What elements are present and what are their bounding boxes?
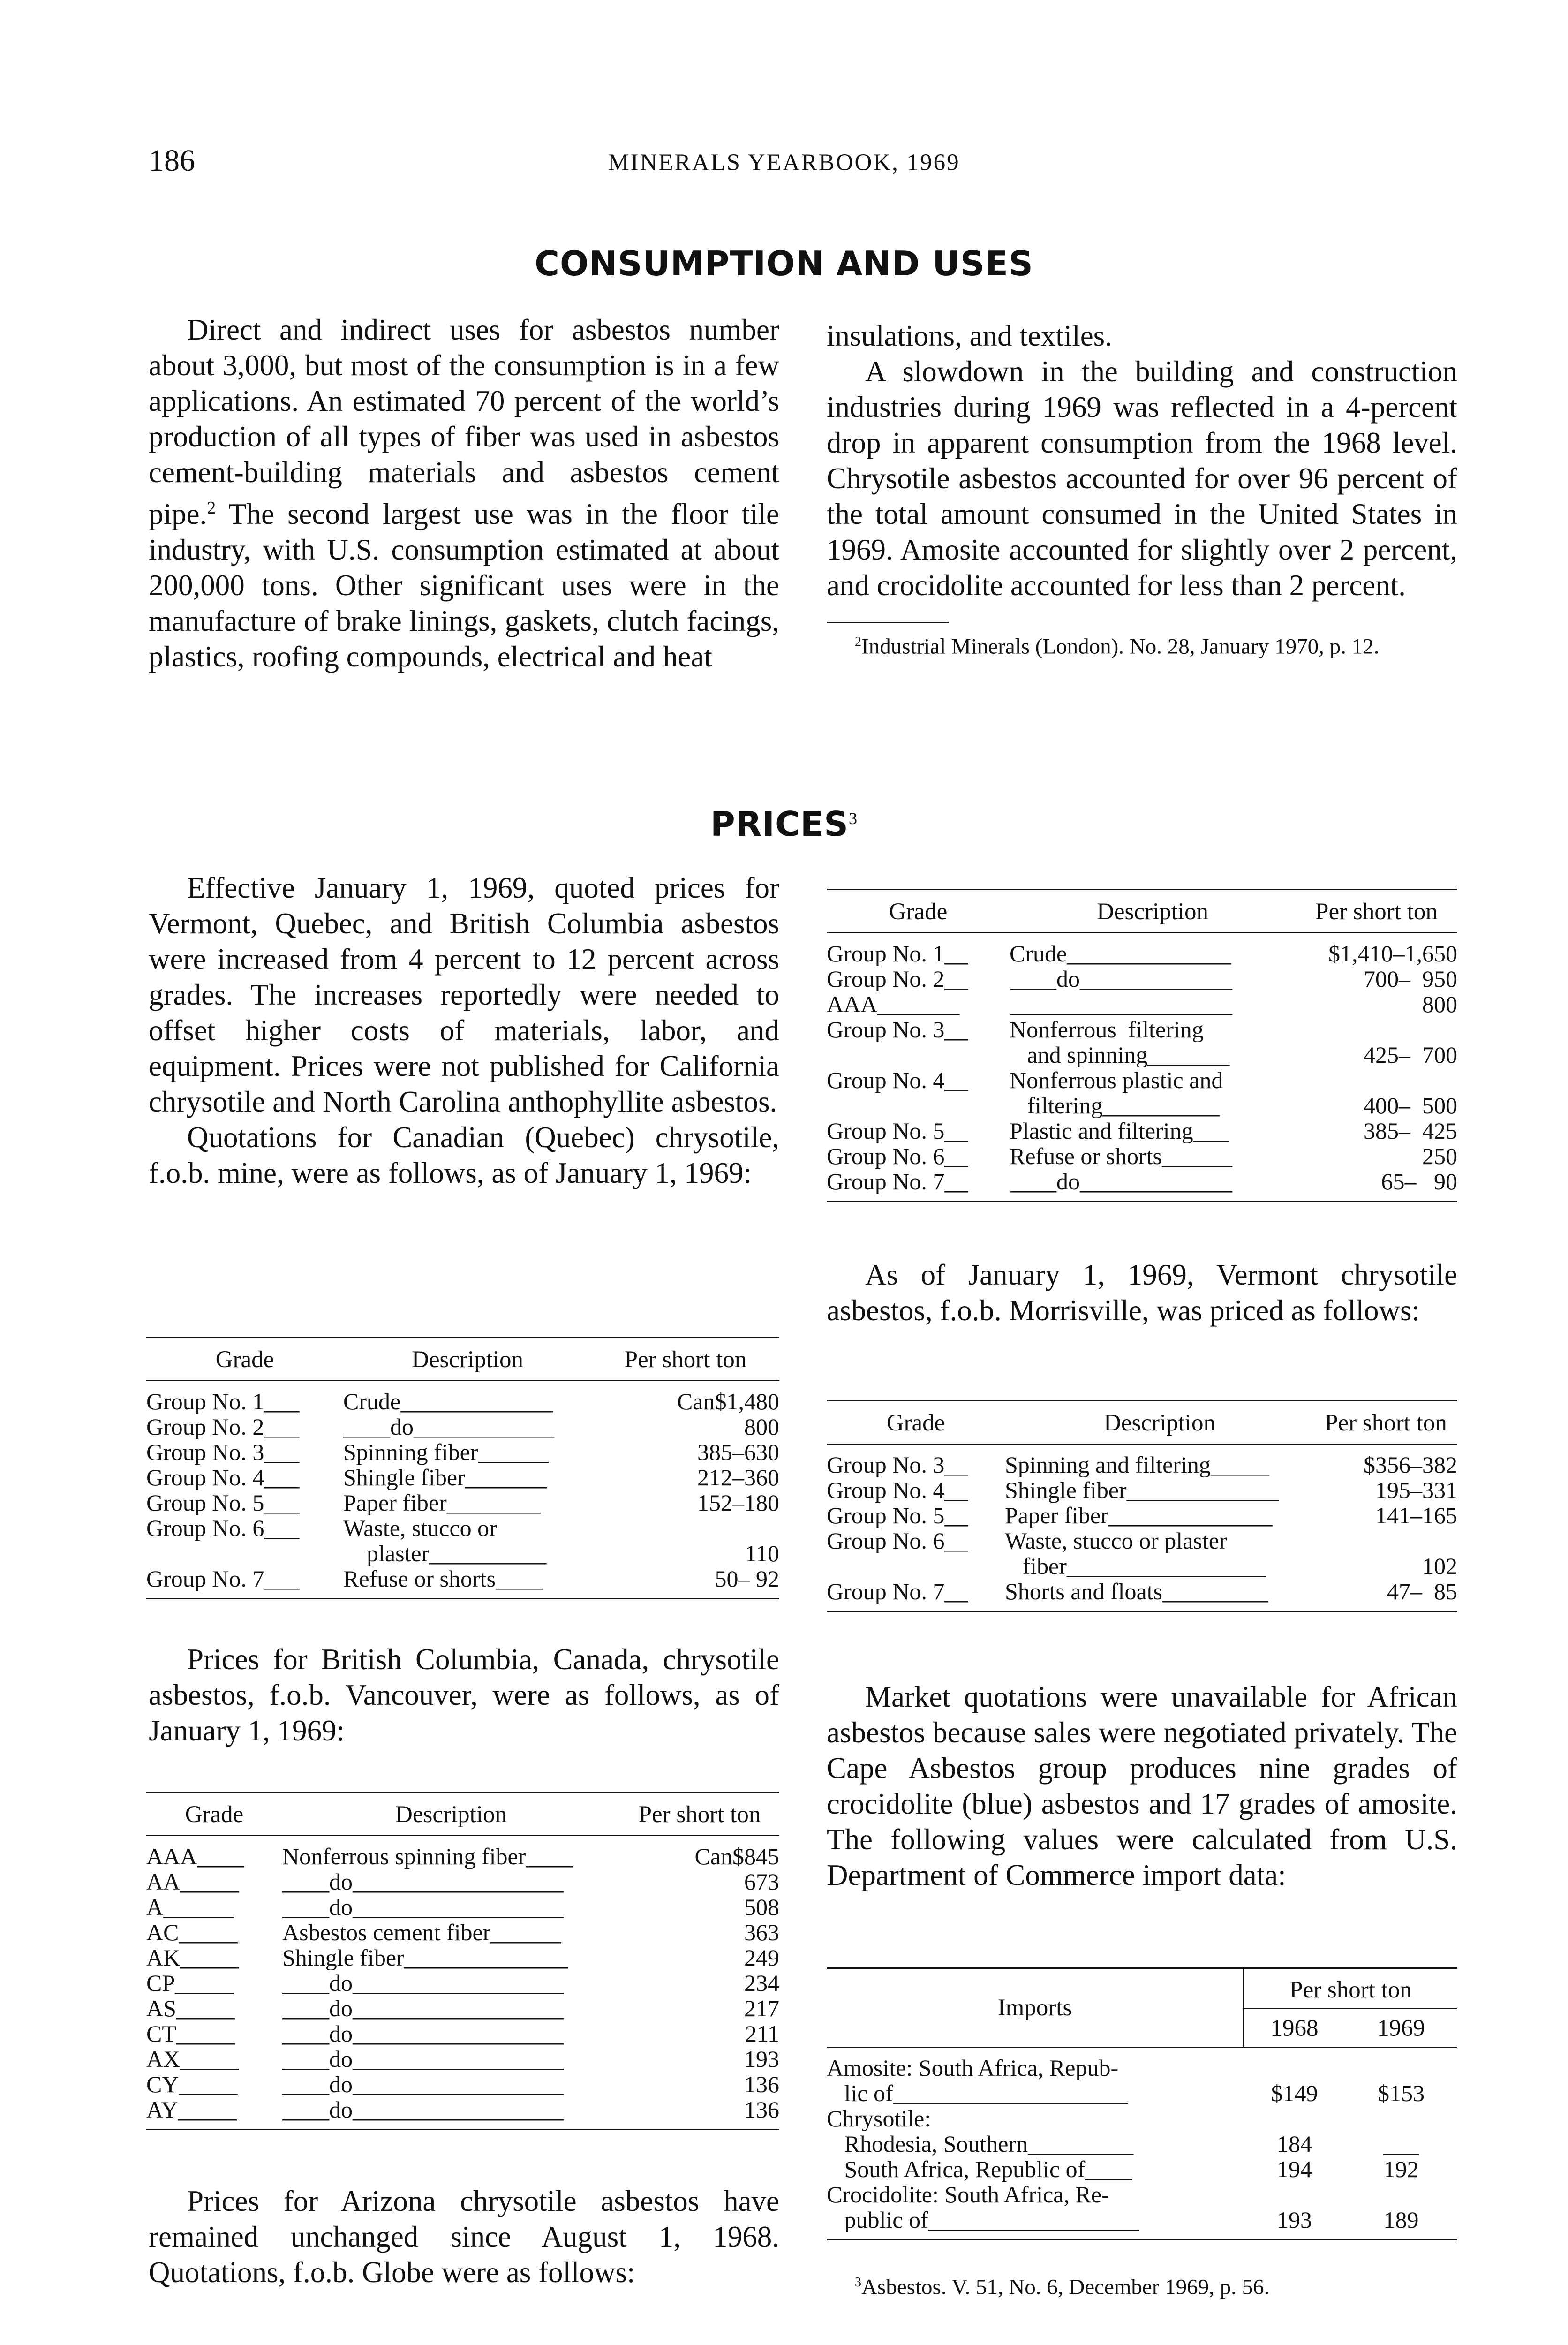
- grade-cell: Group No. 3___: [146, 1439, 300, 1465]
- table-row: [827, 1067, 1457, 1093]
- value-1969-cell: $153: [1378, 2080, 1425, 2106]
- import-label-cell: South Africa, Republic of____: [827, 2156, 1132, 2182]
- price-cell: 425– 700: [1364, 1042, 1457, 1067]
- price-cell: 65– 90: [1381, 1169, 1457, 1194]
- footnote-ref: 3: [848, 809, 858, 828]
- description-cell: ____do__________________: [282, 2097, 564, 2122]
- price-cell: Can$1,480: [677, 1389, 779, 1414]
- description-cell: Crude______________: [1010, 941, 1231, 966]
- grade-cell: AAA_______: [827, 991, 960, 1017]
- description-cell: Plastic and filtering___: [1010, 1118, 1229, 1143]
- table-row: [146, 1515, 779, 1541]
- page-number: 186: [149, 144, 195, 178]
- col-header-imports: Imports: [827, 1969, 1244, 2047]
- price-cell: 249: [744, 1945, 779, 1970]
- table-row: [827, 2055, 1457, 2080]
- table-row: [146, 1465, 779, 1490]
- price-cell: 193: [744, 2046, 779, 2072]
- table-row: [146, 1389, 779, 1414]
- grade-cell: Group No. 3__: [827, 1452, 968, 1477]
- col-header-price: Per short ton: [624, 1346, 747, 1373]
- import-label-cell: public of__________________: [827, 2207, 1139, 2232]
- grade-cell: AAA____: [146, 1844, 244, 1869]
- description-cell: Waste, stucco or: [343, 1515, 497, 1541]
- section-heading-consumption: CONSUMPTION AND USES: [535, 244, 1033, 283]
- col-header-1968: 1968: [1270, 2015, 1319, 2042]
- table-row: [827, 1477, 1457, 1503]
- col-header-description: Description: [412, 1346, 523, 1373]
- value-1969-cell: 192: [1383, 2156, 1419, 2182]
- prices-para-5-block: [827, 1257, 1457, 1328]
- grade-cell: AY_____: [146, 2097, 237, 2122]
- table-row: [827, 1118, 1457, 1143]
- import-label-cell: Rhodesia, Southern_________: [827, 2131, 1134, 2156]
- footnote-ref: 2: [207, 498, 216, 518]
- table-row: [827, 991, 1457, 1017]
- price-cell: 250: [1422, 1143, 1457, 1169]
- description-cell: Nonferrous spinning fiber____: [282, 1844, 573, 1869]
- table-row: [827, 1169, 1457, 1194]
- table-row: [146, 2046, 779, 2072]
- grade-cell: AX_____: [146, 2046, 239, 2072]
- description-cell: ____do__________________: [282, 2072, 564, 2097]
- description-cell: Refuse or shorts______: [1010, 1143, 1232, 1169]
- price-cell: 700– 950: [1364, 966, 1457, 991]
- description-cell: ____do__________________: [282, 2046, 564, 2072]
- table-row: [827, 1452, 1457, 1477]
- description-cell: Refuse or shorts____: [343, 1566, 543, 1591]
- col-header-grade: Grade: [215, 1346, 274, 1373]
- table-row: [146, 2072, 779, 2097]
- prices-para-4-block: [149, 2183, 779, 2290]
- prices-para-5: As of January 1, 1969, Vermont chrysotile asbestos, f.o.b. Morrisville, was priced as follows:: [827, 1258, 1457, 1327]
- table-row: [146, 1869, 779, 1894]
- price-cell: 195–331: [1375, 1477, 1457, 1503]
- table-row: [146, 1566, 779, 1591]
- description-cell: ____do__________________: [282, 1869, 564, 1894]
- price-cell: 141–165: [1375, 1503, 1457, 1528]
- table-row: [146, 1844, 779, 1869]
- footnote-2: [827, 629, 1457, 659]
- table-row: [146, 1920, 779, 1945]
- table-row: [146, 2097, 779, 2122]
- table-row: [827, 1017, 1457, 1042]
- price-cell: 50– 92: [715, 1566, 779, 1591]
- price-cell: 800: [744, 1414, 779, 1439]
- grade-cell: Group No. 5__: [827, 1118, 968, 1143]
- table-row: [827, 1528, 1457, 1553]
- description-cell: ____do____________: [343, 1414, 554, 1439]
- table-row: [827, 1553, 1457, 1579]
- col-header-1969: 1969: [1377, 2015, 1425, 2042]
- value-1969-cell: 189: [1383, 2207, 1419, 2232]
- grade-cell: AA_____: [146, 1869, 239, 1894]
- prices-para-1-block: [149, 870, 779, 1191]
- col-header-price: Per short ton: [1325, 1410, 1447, 1436]
- grade-cell: CY_____: [146, 2072, 238, 2097]
- prices-para-1: Effective January 1, 1969, quoted prices for Vermont, Quebec, and British Columbia asbestos were increased from 4 percent to 12 percent across grades. The increases reportedly were needed to offset higher costs of materials, labor, and equipment. Prices were not published for California chrysotile and North Carolina anthophyllite asbestos.: [149, 871, 779, 1118]
- price-cell: $1,410–1,650: [1328, 941, 1457, 966]
- description-cell: Shingle fiber______________: [282, 1945, 568, 1970]
- description-cell: Spinning and filtering_____: [1005, 1452, 1269, 1477]
- col-header-description: Description: [1104, 1410, 1215, 1436]
- price-cell: 136: [744, 2097, 779, 2122]
- description-cell: ____do_____________: [1010, 1169, 1232, 1194]
- description-cell: fiber_________________: [1005, 1553, 1266, 1579]
- price-cell: 673: [744, 1869, 779, 1894]
- prices-para-3: Prices for British Columbia, Canada, chrysotile asbestos, f.o.b. Vancouver, were as follows, as of January 1, 1969:: [149, 1643, 779, 1747]
- table-row: [827, 941, 1457, 966]
- grade-cell: Group No. 4___: [146, 1465, 300, 1490]
- table-row: [146, 2021, 779, 2046]
- price-cell: 234: [744, 1970, 779, 1996]
- footnote-text: Asbestos. V. 51, No. 6, December 1969, p. 56.: [861, 2275, 1270, 2300]
- price-cell: 363: [744, 1920, 779, 1945]
- description-cell: and spinning_______: [1010, 1042, 1230, 1067]
- grade-cell: Group No. 6___: [146, 1515, 300, 1541]
- table-row: [827, 1093, 1457, 1118]
- table-row: [827, 1143, 1457, 1169]
- price-cell: $356–382: [1364, 1452, 1457, 1477]
- price-cell: 217: [744, 1996, 779, 2021]
- quebec-price-table: [146, 1337, 779, 1599]
- grade-cell: CT_____: [146, 2021, 235, 2046]
- table-row: [827, 1579, 1457, 1604]
- description-cell: Waste, stucco or plaster: [1005, 1528, 1227, 1553]
- price-cell: 211: [745, 2021, 779, 2046]
- consumption-right-text-1: insulations, and textiles.: [827, 319, 1112, 352]
- table-row: [146, 1414, 779, 1439]
- description-cell: filtering__________: [1010, 1093, 1220, 1118]
- prices-para-3-block: [149, 1642, 779, 1748]
- table-row: [146, 1490, 779, 1515]
- table-row: [827, 2131, 1457, 2156]
- price-cell: 385– 425: [1364, 1118, 1457, 1143]
- price-cell: 152–180: [697, 1490, 779, 1515]
- description-cell: plaster__________: [343, 1541, 547, 1566]
- grade-cell: Group No. 5___: [146, 1490, 300, 1515]
- price-cell: 385–630: [697, 1439, 779, 1465]
- table-row: [827, 966, 1457, 991]
- col-header-price: Per short ton: [638, 1801, 761, 1828]
- prices-para-6-block: [827, 1679, 1457, 1893]
- description-cell: ____do__________________: [282, 1970, 564, 1996]
- grade-cell: A______: [146, 1894, 234, 1920]
- section-heading-prices: [0, 804, 1568, 844]
- price-cell: 400– 500: [1364, 1093, 1457, 1118]
- grade-cell: AK_____: [146, 1945, 239, 1970]
- col-header-grade: Grade: [185, 1801, 244, 1828]
- table-row: [827, 2182, 1457, 2207]
- import-label-cell: lic of____________________: [827, 2080, 1128, 2106]
- prices-heading-text: PRICES: [710, 804, 849, 844]
- grade-cell: Group No. 6__: [827, 1528, 968, 1553]
- value-1968-cell: $149: [1271, 2080, 1318, 2106]
- grade-cell: Group No. 7__: [827, 1579, 968, 1604]
- description-cell: Paper fiber______________: [1005, 1503, 1273, 1528]
- description-cell: ____do__________________: [282, 2021, 564, 2046]
- footnote-mark: 2: [855, 635, 862, 649]
- description-cell: ___________________: [1010, 991, 1232, 1017]
- consumption-left-column: [149, 312, 779, 674]
- price-cell: 110: [745, 1541, 779, 1566]
- description-cell: ____do__________________: [282, 1894, 564, 1920]
- grade-cell: Group No. 4__: [827, 1477, 968, 1503]
- price-cell: 800: [1422, 991, 1457, 1017]
- price-cell: 47– 85: [1387, 1579, 1457, 1604]
- arizona-price-table: [827, 889, 1457, 1202]
- description-cell: Nonferrous plastic and: [1010, 1067, 1223, 1093]
- description-cell: Shingle fiber_____________: [1005, 1477, 1279, 1503]
- table-row: [827, 1503, 1457, 1528]
- value-1969-cell: ___: [1383, 2131, 1419, 2156]
- consumption-text: Direct and indirect uses for asbestos number about 3,000, but most of the consumption is in a few applications. An estimated 70 percent of the world’s production of all types of fiber was used in asbestos cement-building materials and asbestos cement pipe.: [149, 313, 779, 530]
- grade-cell: Group No. 7___: [146, 1566, 300, 1591]
- col-header-grade: Grade: [889, 899, 948, 925]
- grade-cell: Group No. 1__: [827, 941, 968, 966]
- description-cell: Spinning fiber______: [343, 1439, 549, 1465]
- description-cell: Paper fiber________: [343, 1490, 541, 1515]
- consumption-right-text-2: A slowdown in the building and construction industries during 1969 was reflected in a 4-percent drop in apparent consumption from the 1968 level. Chrysotile asbestos accounted for over 96 percent of the total amount consumed in the United States in 1969. Amosite accounted for slightly over 2 percent, and crocidolite accounted for less than 2 percent.: [827, 355, 1457, 602]
- imports-value-table: [827, 1967, 1457, 2240]
- price-cell: 508: [744, 1894, 779, 1920]
- grade-cell: Group No. 6__: [827, 1143, 968, 1169]
- table-row: [146, 1894, 779, 1920]
- grade-cell: Group No. 4__: [827, 1067, 968, 1093]
- grade-cell: Group No. 5__: [827, 1503, 968, 1528]
- vermont-price-table: [827, 1400, 1457, 1612]
- description-cell: Nonferrous filtering: [1010, 1017, 1204, 1042]
- consumption-text-cont: The second largest use was in the floor tile industry, with U.S. consumption estimated at about 200,000 tons. Other significant uses were in the manufacture of brake linings, gaskets, clutch facings, plastics, roofing compounds, electrical and heat: [149, 498, 779, 673]
- prices-para-4: Prices for Arizona chrysotile asbestos have remained unchanged since August 1, 1968. Quotations, f.o.b. Globe were as follows:: [149, 2185, 779, 2289]
- table-row: [146, 1945, 779, 1970]
- col-header-grade: Grade: [886, 1410, 945, 1436]
- value-1968-cell: 184: [1277, 2131, 1312, 2156]
- table-row: [146, 1970, 779, 1996]
- grade-cell: Group No. 7__: [827, 1169, 968, 1194]
- table-row: [146, 1996, 779, 2021]
- grade-cell: Group No. 2___: [146, 1414, 300, 1439]
- import-label-cell: Chrysotile:: [827, 2106, 931, 2131]
- footnote-mark: 3: [855, 2275, 862, 2290]
- import-label-cell: Amosite: South Africa, Repub-: [827, 2055, 1119, 2080]
- table-row: [827, 2080, 1457, 2106]
- running-title: MINERALS YEARBOOK, 1969: [608, 150, 960, 176]
- table-row: [827, 2207, 1457, 2232]
- price-cell: 212–360: [697, 1465, 779, 1490]
- table-row: [827, 2106, 1457, 2131]
- prices-para-2: Quotations for Canadian (Quebec) chrysotile, f.o.b. mine, were as follows, as of January 1, 1969:: [149, 1121, 779, 1189]
- description-cell: ____do__________________: [282, 1996, 564, 2021]
- grade-cell: CP_____: [146, 1970, 234, 1996]
- price-cell: 102: [1422, 1553, 1457, 1579]
- table-row: [146, 1541, 779, 1566]
- grade-cell: Group No. 3__: [827, 1017, 968, 1042]
- consumption-right-column: [827, 318, 1457, 659]
- table-row: [146, 1439, 779, 1465]
- description-cell: ____do_____________: [1010, 966, 1232, 991]
- table-row: [827, 1042, 1457, 1067]
- price-cell: Can$845: [694, 1844, 779, 1869]
- grade-cell: AS_____: [146, 1996, 235, 2021]
- value-1968-cell: 194: [1277, 2156, 1312, 2182]
- footnote-3: [827, 2270, 1457, 2300]
- bc-price-table: [146, 1792, 779, 2130]
- col-header-description: Description: [1097, 899, 1208, 925]
- footnote-text: Industrial Minerals (London). No. 28, January 1970, p. 12.: [861, 634, 1380, 659]
- grade-cell: AC_____: [146, 1920, 238, 1945]
- footnote-divider: [827, 622, 949, 623]
- price-cell: 136: [744, 2072, 779, 2097]
- description-cell: Asbestos cement fiber______: [282, 1920, 561, 1945]
- table-row: [827, 2156, 1457, 2182]
- value-1968-cell: 193: [1277, 2207, 1312, 2232]
- col-header-price: Per short ton: [1315, 899, 1438, 925]
- description-cell: Shorts and floats_________: [1005, 1579, 1268, 1604]
- description-cell: Shingle fiber_______: [343, 1465, 547, 1490]
- col-header-description: Description: [395, 1801, 507, 1828]
- description-cell: Crude_____________: [343, 1389, 553, 1414]
- grade-cell: Group No. 1___: [146, 1389, 300, 1414]
- import-label-cell: Crocidolite: South Africa, Re-: [827, 2182, 1109, 2207]
- col-header-per-short-ton: Per short ton: [1244, 1969, 1457, 2009]
- grade-cell: Group No. 2__: [827, 966, 968, 991]
- prices-para-6: Market quotations were unavailable for African asbestos because sales were negotiated privately. The Cape Asbestos group produces nine grades of crocidolite (blue) asbestos and 17 grades of amosite. The following values were calculated from U.S. Department of Commerce import data:: [827, 1680, 1457, 1891]
